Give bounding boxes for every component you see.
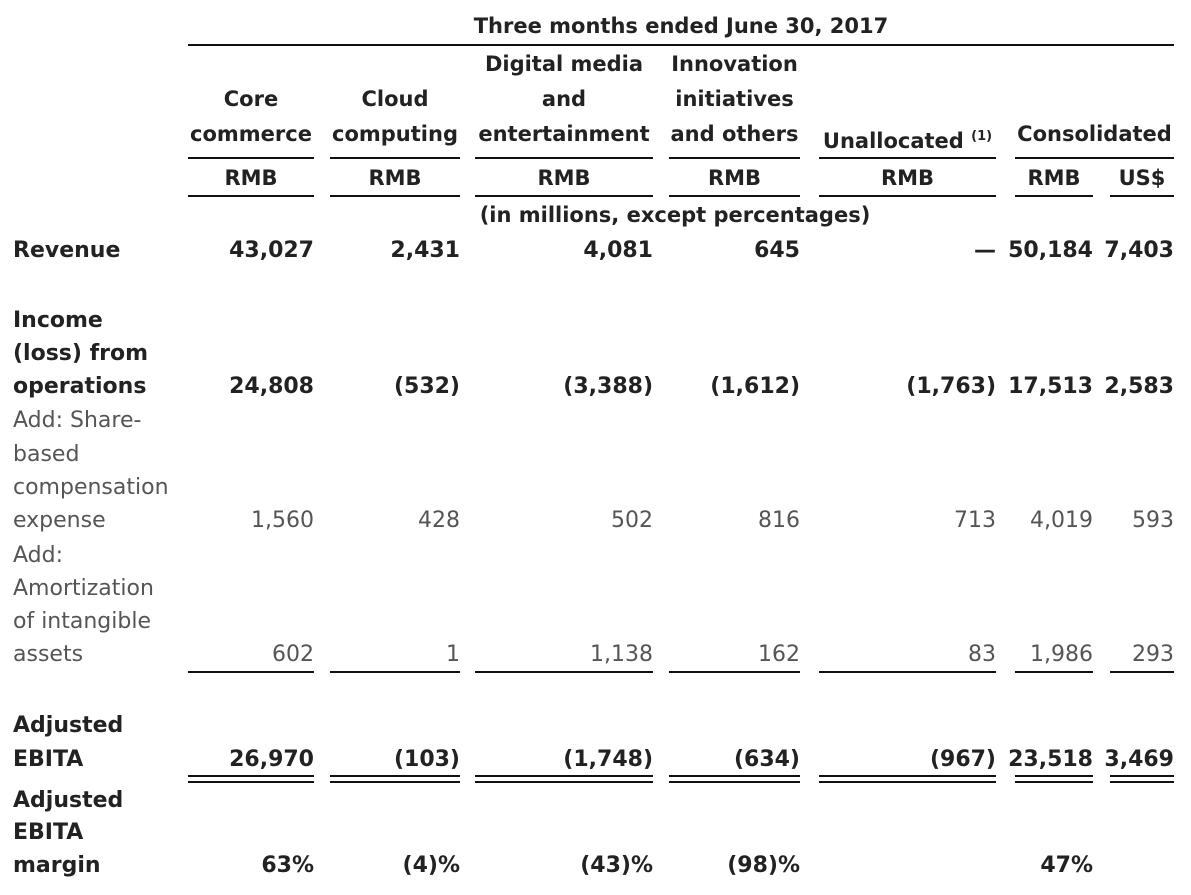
table-cell: 23,518 xyxy=(1008,747,1093,772)
table-cell: 1,560 xyxy=(251,508,314,533)
table-cell: 26,970 xyxy=(229,747,314,772)
subtotal-rule xyxy=(475,671,653,673)
row-label: Revenue xyxy=(13,238,121,263)
units-note: (in millions, except percentages) xyxy=(479,203,871,227)
table-cell: RMB xyxy=(537,166,591,190)
table-cell: commerce xyxy=(190,122,312,146)
table-cell: entertainment xyxy=(478,122,650,146)
currency-rule xyxy=(188,195,314,197)
subtotal-rule xyxy=(188,671,314,673)
table-cell: RMB xyxy=(707,166,762,190)
currency-rule xyxy=(1110,195,1174,197)
total-double-rule xyxy=(330,775,460,783)
table-cell: 593 xyxy=(1132,508,1174,533)
table-cell: Add: Share- xyxy=(13,408,142,433)
table-cell: 713 xyxy=(954,508,996,533)
table-cell: (967) xyxy=(929,747,996,772)
table-cell: (loss) from xyxy=(13,341,149,366)
table-cell: (1,763) xyxy=(906,374,996,399)
table-cell: Core xyxy=(223,87,279,111)
table-cell: RMB xyxy=(880,166,935,190)
table-cell: of intangible xyxy=(13,609,151,634)
table-cell: Cloud xyxy=(361,87,429,111)
table-cell: margin xyxy=(13,853,101,878)
table-cell: (43)% xyxy=(580,853,653,878)
table-cell: 162 xyxy=(758,642,800,667)
table-cell: 4,019 xyxy=(1030,508,1093,533)
table-cell: EBITA xyxy=(13,820,84,845)
table-cell: and xyxy=(541,87,587,111)
table-cell: Adjusted xyxy=(13,788,124,813)
total-double-rule xyxy=(1015,775,1093,783)
table-cell: (3,388) xyxy=(563,374,653,399)
table-cell: 2,431 xyxy=(390,238,460,263)
table-cell: (4)% xyxy=(402,853,460,878)
table-cell: 602 xyxy=(272,642,314,667)
table-cell: 50,184 xyxy=(1008,238,1093,263)
table-cell: assets xyxy=(13,642,84,667)
currency-rule xyxy=(330,195,460,197)
table-cell: Adjusted xyxy=(13,713,124,738)
total-double-rule xyxy=(188,775,314,783)
col-rule xyxy=(1015,157,1174,159)
currency-rule xyxy=(475,195,653,197)
table-cell: expense xyxy=(13,508,106,533)
footnote-marker: (1) xyxy=(971,129,993,144)
total-double-rule xyxy=(475,775,653,783)
table-cell: RMB xyxy=(1027,166,1081,190)
table-cell: 43,027 xyxy=(229,238,314,263)
table-cell: initiatives xyxy=(675,87,794,111)
currency-rule xyxy=(819,195,996,197)
table-cell: 17,513 xyxy=(1008,374,1093,399)
total-double-rule xyxy=(819,775,996,783)
table-cell: EBITA xyxy=(13,747,84,772)
subtotal-rule xyxy=(1015,671,1093,673)
table-cell: 816 xyxy=(758,508,800,533)
table-cell: Income xyxy=(13,308,103,333)
total-double-rule xyxy=(669,775,800,783)
table-cell: based xyxy=(13,442,80,467)
table-cell: 2,583 xyxy=(1104,374,1174,399)
table-cell: 502 xyxy=(611,508,653,533)
col-rule xyxy=(188,157,314,159)
table-cell: 83 xyxy=(968,642,996,667)
table-cell: — xyxy=(974,238,996,263)
currency-rule xyxy=(1015,195,1093,197)
table-cell: (1,748) xyxy=(563,747,653,772)
total-double-rule xyxy=(1110,775,1174,783)
table-cell: (103) xyxy=(393,747,460,772)
table-cell: 645 xyxy=(754,238,800,263)
table-cell: RMB xyxy=(368,166,422,190)
table-cell: Consolidated xyxy=(1017,122,1172,146)
table-cell: Amortization xyxy=(13,576,154,601)
table-cell: 1,138 xyxy=(590,642,653,667)
table-cell: 1,986 xyxy=(1030,642,1093,667)
table-cell: 7,403 xyxy=(1104,238,1174,263)
table-cell: US$ xyxy=(1118,166,1166,190)
table-cell: computing xyxy=(332,122,458,146)
col-rule xyxy=(819,157,996,159)
table-cell: Innovation xyxy=(671,52,798,76)
table-cell: 428 xyxy=(418,508,460,533)
table-cell: (98)% xyxy=(727,853,800,878)
table-cell: compensation xyxy=(13,475,169,500)
table-cell: 63% xyxy=(261,853,314,878)
table-cell: RMB xyxy=(224,166,278,190)
period-rule xyxy=(188,44,1174,46)
table-cell: 293 xyxy=(1132,642,1174,667)
col-rule xyxy=(669,157,800,159)
table-cell: (1,612) xyxy=(710,374,800,399)
table-cell: 4,081 xyxy=(583,238,653,263)
table-cell: (634) xyxy=(733,747,800,772)
period-heading: Three months ended June 30, 2017 xyxy=(473,14,889,38)
table-cell: 24,808 xyxy=(229,374,314,399)
subtotal-rule xyxy=(330,671,460,673)
subtotal-rule xyxy=(819,671,996,673)
table-cell: 47% xyxy=(1040,853,1093,878)
table-cell: and others xyxy=(670,122,799,146)
table-cell: Digital media xyxy=(484,52,644,76)
subtotal-rule xyxy=(669,671,800,673)
table-cell: operations xyxy=(13,374,147,399)
currency-rule xyxy=(669,195,800,197)
table-cell: 3,469 xyxy=(1104,747,1174,772)
col-rule xyxy=(475,157,653,159)
table-cell: Add: xyxy=(13,543,64,568)
table-cell: Unallocated xyxy=(822,129,964,153)
subtotal-rule xyxy=(1110,671,1174,673)
col-rule xyxy=(330,157,460,159)
table-cell: (532) xyxy=(393,374,460,399)
table-cell: 1 xyxy=(446,642,460,667)
